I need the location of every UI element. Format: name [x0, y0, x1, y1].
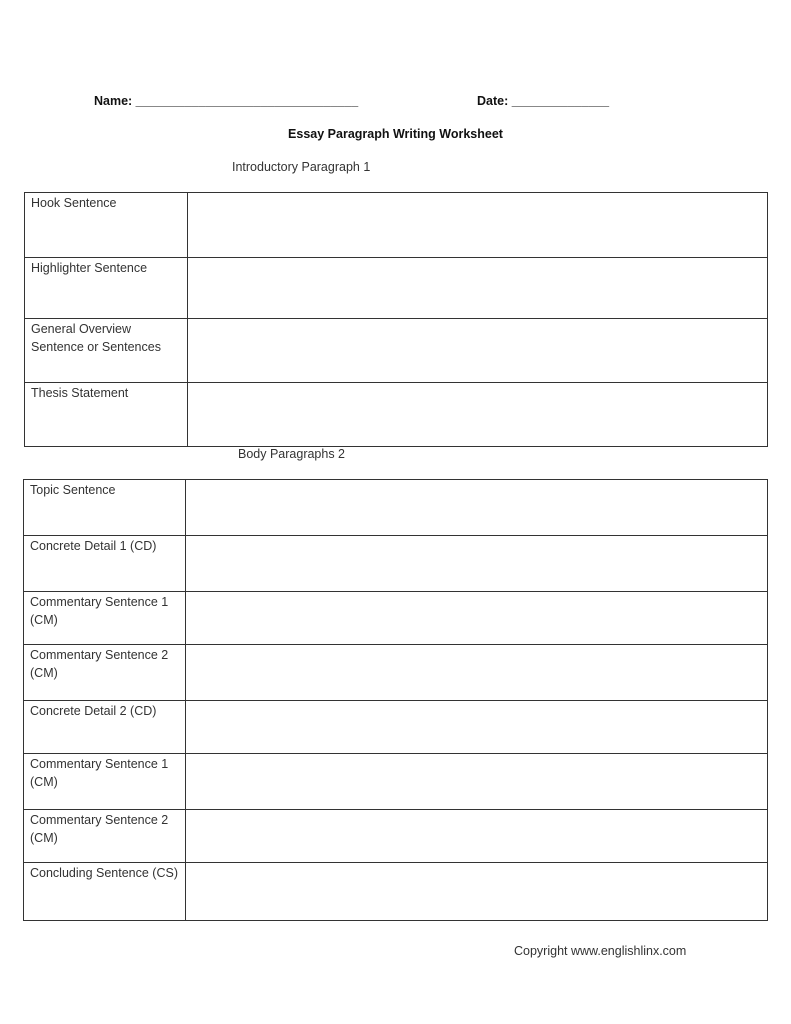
date-field[interactable]: Date: ______________	[477, 94, 610, 108]
answer-cell[interactable]	[186, 592, 768, 645]
answer-cell[interactable]	[186, 536, 768, 592]
body-table	[23, 479, 768, 921]
intro-table	[24, 192, 768, 447]
name-field[interactable]: Name: ________________________________	[94, 94, 359, 108]
row-label: Concrete Detail 1 (CD)	[24, 536, 186, 592]
row-label: Topic Sentence	[24, 480, 186, 536]
answer-cell[interactable]	[188, 193, 768, 258]
answer-cell[interactable]	[186, 701, 768, 754]
row-label: Hook Sentence	[25, 193, 188, 258]
table-row	[25, 383, 768, 447]
row-label: General Overview Sentence or Sentences	[25, 319, 188, 383]
answer-cell[interactable]	[186, 863, 768, 921]
table-row	[24, 592, 768, 645]
row-label: Commentary Sentence 2 (CM)	[24, 810, 186, 863]
table-row	[24, 645, 768, 701]
table-row	[24, 754, 768, 810]
table-row	[25, 193, 768, 258]
table-row	[25, 258, 768, 319]
table-row	[24, 480, 768, 536]
table-row	[25, 319, 768, 383]
worksheet-title: Essay Paragraph Writing Worksheet	[288, 127, 503, 141]
row-label: Concrete Detail 2 (CD)	[24, 701, 186, 754]
intro-section-label: Introductory Paragraph 1	[232, 160, 371, 174]
copyright-notice: Copyright www.englishlinx.com	[514, 944, 687, 958]
row-label: Commentary Sentence 1 (CM)	[24, 754, 186, 810]
answer-cell[interactable]	[186, 480, 768, 536]
answer-cell[interactable]	[188, 383, 768, 447]
row-label: Thesis Statement	[25, 383, 188, 447]
row-label: Commentary Sentence 2 (CM)	[24, 645, 186, 701]
answer-cell[interactable]	[188, 319, 768, 383]
answer-cell[interactable]	[188, 258, 768, 319]
table-row	[24, 863, 768, 921]
row-label: Highlighter Sentence	[25, 258, 188, 319]
answer-cell[interactable]	[186, 754, 768, 810]
table-row	[24, 810, 768, 863]
table-row	[24, 536, 768, 592]
body-section-label: Body Paragraphs 2	[238, 447, 346, 461]
answer-cell[interactable]	[186, 810, 768, 863]
row-label: Concluding Sentence (CS)	[24, 863, 186, 921]
row-label: Commentary Sentence 1 (CM)	[24, 592, 186, 645]
table-row	[24, 701, 768, 754]
answer-cell[interactable]	[186, 645, 768, 701]
